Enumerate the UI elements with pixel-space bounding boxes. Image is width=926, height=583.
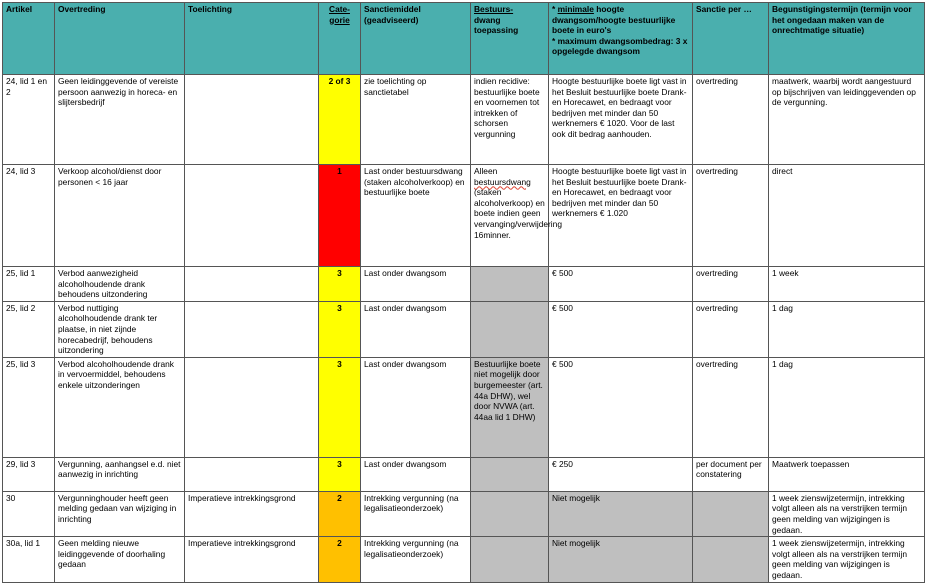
- cell-bestuursdwang: indien recidive: bestuurlijke boete en voornemen tot intrekken of schorsen vergunning: [471, 75, 549, 165]
- cell-overtreding: Geen leidinggevende of vereiste persoon aanwezig in horeca- en slijtersbedrijf: [55, 75, 185, 165]
- cell-bestuursdwang: [471, 267, 549, 302]
- header-boete-line2: * maximum dwangsombedrag: 3 x opgelegde dwangsom: [552, 35, 688, 57]
- table-row: [3, 457, 925, 491]
- cell-bestuursdwang: [471, 457, 549, 491]
- header-toelichting: Toelichting: [185, 3, 319, 75]
- cell-sanctie-per: overtreding: [693, 267, 769, 302]
- cell-begunstiging: 1 week zienswijzetermijn, intrekking volgt alleen als na verstrijken termijn geen melding van wijzigingen is gedaan.: [769, 537, 925, 582]
- cell-overtreding: Verbod aanwezigheid alcoholhoudende drank behoudens uitzondering: [55, 267, 185, 302]
- table-row: [3, 491, 925, 536]
- cell-begunstiging: 1 week zienswijzetermijn, intrekking volgt alleen als na verstrijken termijn geen melding van wijzigingen is gedaan.: [769, 491, 925, 536]
- bestuursdwang-part-a: Alleen: [474, 166, 498, 176]
- table-row: [3, 75, 925, 165]
- cell-artikel: 29, lid 3: [3, 457, 55, 491]
- cell-categorie: 3: [319, 267, 361, 302]
- cell-boete: Hoogte bestuurlijke boete ligt vast in het Besluit bestuurlijke boete Drank- en Horecawet, en bedraagt voor bedrijven met minder dan 50 werknemers € 1020. Voor de last ook dit bedrag aanhouden.: [549, 75, 693, 165]
- header-boete-rest: hoogte dwangsom/hoogte bestuurlijke boete in euro's: [552, 4, 676, 36]
- cell-sanctiemiddel: Last onder dwangsom: [361, 267, 471, 302]
- header-boete: [549, 3, 693, 75]
- cell-begunstiging: maatwerk, waarbij wordt aangestuurd op bijschrijven van leidinggevenden op de vergunning.: [769, 75, 925, 165]
- header-boete-minimale: minimale: [557, 4, 594, 14]
- cell-sanctie-per: overtreding: [693, 357, 769, 457]
- cell-toelichting: [185, 357, 319, 457]
- bestuursdwang-part-c: (staken alcoholverkoop) en boete indien geen vervanging/verwijdering 16minner.: [474, 187, 562, 240]
- cell-categorie: 1: [319, 165, 361, 267]
- cell-artikel: 25, lid 1: [3, 267, 55, 302]
- header-bestuursdwang: [471, 3, 549, 75]
- cell-overtreding: Vergunninghouder heeft geen melding gedaan van wijziging in inrichting: [55, 491, 185, 536]
- cell-categorie: 2: [319, 537, 361, 582]
- cell-categorie: 2 of 3: [319, 75, 361, 165]
- cell-sanctiemiddel: Intrekking vergunning (na legalisatieonderzoek): [361, 537, 471, 582]
- header-sanctie-per: Sanctie per …: [693, 3, 769, 75]
- header-overtreding: Overtreding: [55, 3, 185, 75]
- cell-categorie: 3: [319, 357, 361, 457]
- cell-sanctiemiddel: Intrekking vergunning (na legalisatieonderzoek): [361, 491, 471, 536]
- cell-toelichting: Imperatieve intrekkingsgrond: [185, 537, 319, 582]
- table-row: [3, 301, 925, 357]
- cell-artikel: 25, lid 2: [3, 301, 55, 357]
- cell-sanctie-per: overtreding: [693, 165, 769, 267]
- cell-artikel: 25, lid 3: [3, 357, 55, 457]
- cell-bestuursdwang: [471, 165, 562, 267]
- cell-bestuursdwang: [471, 537, 549, 582]
- cell-begunstiging: 1 week: [769, 267, 925, 302]
- cell-sanctiemiddel: Last onder dwangsom: [361, 457, 471, 491]
- header-categorie-text: Cate-gorie: [329, 4, 350, 25]
- header-row: [3, 3, 925, 75]
- cell-overtreding: Vergunning, aanhangsel e.d. niet aanwezig in inrichting: [55, 457, 185, 491]
- cell-bestuursdwang: [471, 491, 549, 536]
- cell-sanctie-per: overtreding: [693, 75, 769, 165]
- cell-toelichting: [185, 75, 319, 165]
- header-boete-prefix: *: [552, 4, 558, 14]
- cell-toelichting: [185, 301, 319, 357]
- cell-categorie: 3: [319, 301, 361, 357]
- cell-begunstiging: 1 dag: [769, 301, 925, 357]
- header-sanctiemiddel: Sanctiemiddel (geadviseerd): [361, 3, 471, 75]
- sanction-table: [2, 2, 925, 583]
- cell-overtreding: Verbod nuttiging alcoholhoudende drank ter plaatse, in niet zijnde horecabedrijf, behoudens uitzondering: [55, 301, 185, 357]
- cell-categorie: 3: [319, 457, 361, 491]
- cell-begunstiging: Maatwerk toepassen: [769, 457, 925, 491]
- cell-boete: Niet mogelijk: [549, 537, 693, 582]
- header-begunstiging: Begunstigingstermijn (termijn voor het ongedaan maken van de onrechtmatige situatie): [769, 3, 925, 75]
- cell-toelichting: Imperatieve intrekkingsgrond: [185, 491, 319, 536]
- table-row: [3, 267, 925, 302]
- header-artikel: Artikel: [3, 3, 55, 75]
- table-row: [3, 165, 925, 267]
- cell-artikel: 24, lid 1 en 2: [3, 75, 55, 165]
- cell-sanctiemiddel: Last onder dwangsom: [361, 301, 471, 357]
- cell-overtreding: Verkoop alcohol/dienst door personen < 16 jaar: [55, 165, 185, 267]
- cell-sanctie-per: overtreding: [693, 301, 769, 357]
- cell-boete: € 500: [549, 357, 693, 457]
- header-categorie: [319, 3, 361, 75]
- cell-begunstiging: 1 dag: [769, 357, 925, 457]
- cell-artikel: 30: [3, 491, 55, 536]
- cell-categorie: 2: [319, 491, 361, 536]
- cell-boete: Hoogte bestuurlijke boete ligt vast in het Besluit bestuurlijke boete Drank- en Horecawet, en bedraagt voor bedrijven met minder dan 50 werknemers € 1.020: [549, 165, 693, 267]
- cell-boete: € 500: [549, 267, 693, 302]
- bestuursdwang-part-b: bestuursdwang: [474, 176, 531, 187]
- cell-overtreding: Verbod alcoholhoudende drank in vervoermiddel, behoudens enkele uitzonderingen: [55, 357, 185, 457]
- cell-boete: € 250: [549, 457, 693, 491]
- cell-sanctiemiddel: Last onder bestuursdwang (staken alcoholverkoop) en bestuurlijke boete: [361, 165, 471, 267]
- header-bestuursdwang-line2: dwang toepassing: [474, 14, 519, 36]
- cell-sanctie-per: [693, 537, 769, 582]
- cell-bestuursdwang: Bestuurlijke boete niet mogelijk door burgemeester (art. 44a DHW), wel door NVWA (art. 44aa lid 1 DHW): [471, 357, 549, 457]
- cell-toelichting: [185, 267, 319, 302]
- cell-sanctiemiddel: Last onder dwangsom: [361, 357, 471, 457]
- table-row: [3, 537, 925, 582]
- cell-sanctiemiddel: zie toelichting op sanctietabel: [361, 75, 471, 165]
- cell-sanctie-per: per document per constatering: [693, 457, 769, 491]
- cell-artikel: 30a, lid 1: [3, 537, 55, 582]
- cell-bestuursdwang: [471, 301, 549, 357]
- cell-boete: € 500: [549, 301, 693, 357]
- header-bestuursdwang-line1: Bestuurs-: [474, 4, 514, 14]
- cell-sanctie-per: [693, 491, 769, 536]
- cell-overtreding: Geen melding nieuwe leidinggevende of doorhaling gedaan: [55, 537, 185, 582]
- table-row: [3, 357, 925, 457]
- cell-toelichting: [185, 165, 319, 267]
- cell-artikel: 24, lid 3: [3, 165, 55, 267]
- cell-toelichting: [185, 457, 319, 491]
- cell-begunstiging: direct: [769, 165, 925, 267]
- cell-boete: Niet mogelijk: [549, 491, 693, 536]
